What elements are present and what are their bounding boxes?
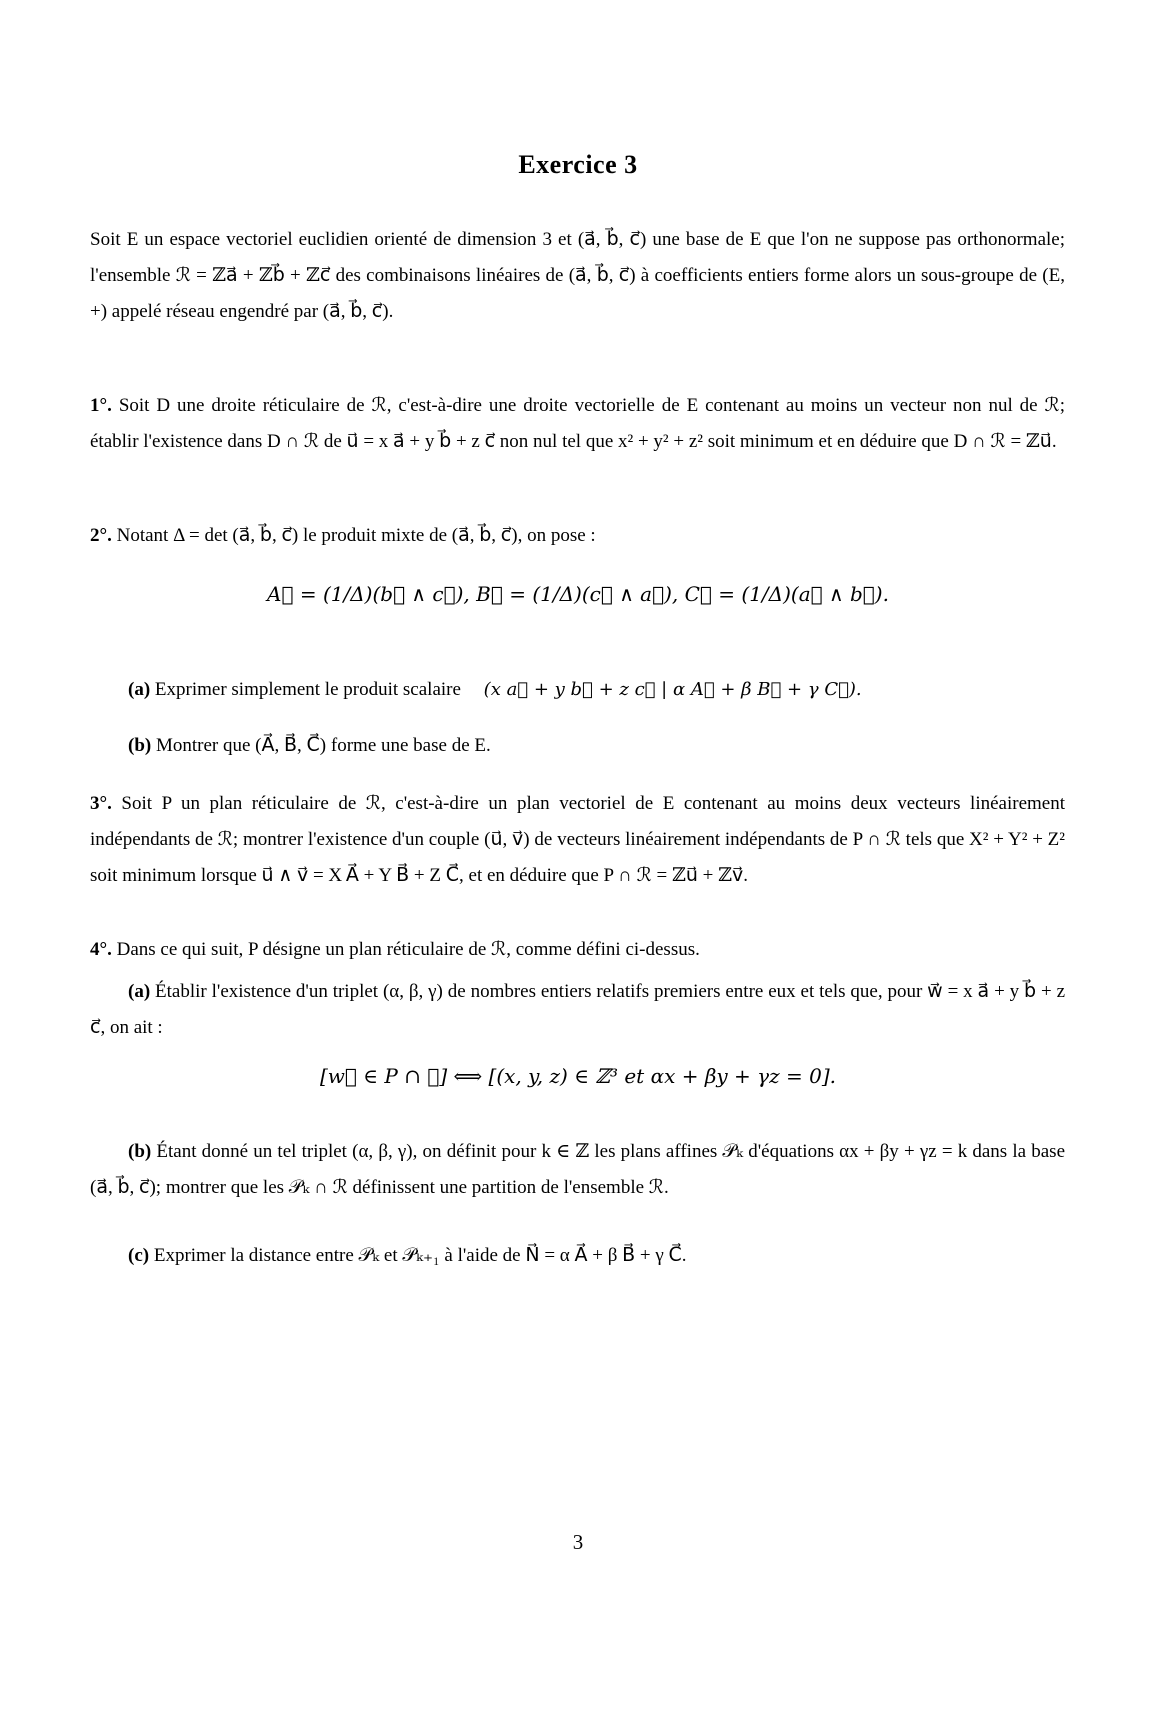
question-1-text: Soit D une droite réticulaire de ℛ, c'est-à-dire une droite vectorielle de E contenant au moins un vecteur non nul de ℛ; établir l'existence dans D ∩ ℛ de u⃗ = x a⃗ + y b⃗ + z c⃗ non nul tel que x² + y² + z² soit minimum et en déduire que D ∩ ℛ = ℤu⃗.: [90, 395, 1066, 452]
question-4c-text: Exprimer la distance entre 𝒫ₖ et 𝒫ₖ₊₁ à l'aide de N⃗ = α A⃗ + β B⃗ + γ C⃗.: [153, 1245, 687, 1266]
question-2b: [128, 728, 1065, 764]
question-4b-label: (b): [128, 1141, 152, 1162]
question-2b-text: Montrer que (A⃗, B⃗, C⃗) forme une base de E.: [155, 735, 491, 756]
question-3-label: 3°.: [90, 793, 112, 814]
question-3: [90, 786, 1065, 894]
question-2-formula: A⃗ = (1/Δ)(b⃗ ∧ c⃗), B⃗ = (1/Δ)(c⃗ ∧ a⃗), C⃗ = (1/Δ)(a⃗ ∧ b⃗).: [267, 582, 889, 606]
exercise-title: Exercice 3: [518, 150, 638, 179]
question-4b-text: Étant donné un tel triplet (α, β, γ), on définit pour k ∈ ℤ les plans affines 𝒫ₖ d'équations αx + βy + γz = k dans la base (a⃗, b⃗, c⃗); montrer que les 𝒫ₖ ∩ ℛ définissent une partition de l'ensemble ℛ.: [90, 1141, 1065, 1198]
question-2: [90, 518, 1065, 554]
question-2a-formula: (x a⃗ + y b⃗ + z c⃗ | α A⃗ + β B⃗ + γ C⃗).: [483, 679, 862, 700]
question-4c: [128, 1238, 1065, 1274]
question-4-label: 4°.: [90, 939, 112, 960]
question-2-text: Notant Δ = det (a⃗, b⃗, c⃗) le produit mixte de (a⃗, b⃗, c⃗), on pose :: [116, 525, 596, 546]
question-4a-text: Établir l'existence d'un triplet (α, β, γ) de nombres entiers relatifs premiers entre eux et tels que, pour w⃗ = x a⃗ + y b⃗ + z c⃗, on ait :: [90, 981, 1066, 1038]
question-4b: [90, 1134, 1065, 1206]
page-number: 3: [572, 1530, 584, 1554]
question-4c-label: (c): [128, 1245, 150, 1266]
question-2-label: 2°.: [90, 525, 112, 546]
question-2a: [128, 672, 1065, 708]
question-1: [90, 388, 1065, 460]
intro-paragraph: Soit E un espace vectoriel euclidien orienté de dimension 3 et (a⃗, b⃗, c⃗) une base de E que l'on ne suppose pas orthonormale; l'ensemble ℛ = ℤa⃗ + ℤb⃗ + ℤc⃗ des combinaisons linéaires de (a⃗, b⃗, c⃗) à coefficients entiers forme alors un sous-groupe de (E, +) appelé réseau engendré par (a⃗, b⃗, c⃗).: [90, 229, 1065, 322]
question-2b-label: (b): [128, 735, 152, 756]
question-4-text: Dans ce qui suit, P désigne un plan réticulaire de ℛ, comme défini ci-dessus.: [116, 939, 700, 960]
question-2a-label: (a): [128, 679, 151, 700]
question-1-label: 1°.: [90, 395, 112, 416]
question-4a-formula: [w⃗ ∈ P ∩ ℛ] ⟺ [(x, y, z) ∈ ℤ³ et αx + βy + γz = 0].: [319, 1064, 837, 1088]
question-4: [90, 932, 1065, 968]
question-4a: [90, 974, 1065, 1046]
question-4a-label: (a): [128, 981, 151, 1002]
question-3-text: Soit P un plan réticulaire de ℛ, c'est-à-dire un plan vectoriel de E contenant au moins deux vecteurs linéairement indépendants de ℛ; montrer l'existence d'un couple (u⃗, v⃗) de vecteurs linéairement indépendants de P ∩ ℛ tels que X² + Y² + Z² soit minimum lorsque u⃗ ∧ v⃗ = X A⃗ + Y B⃗ + Z C⃗, et en déduire que P ∩ ℛ = ℤu⃗ + ℤv⃗.: [90, 793, 1065, 886]
question-2a-text: Exprimer simplement le produit scalaire: [154, 679, 461, 700]
